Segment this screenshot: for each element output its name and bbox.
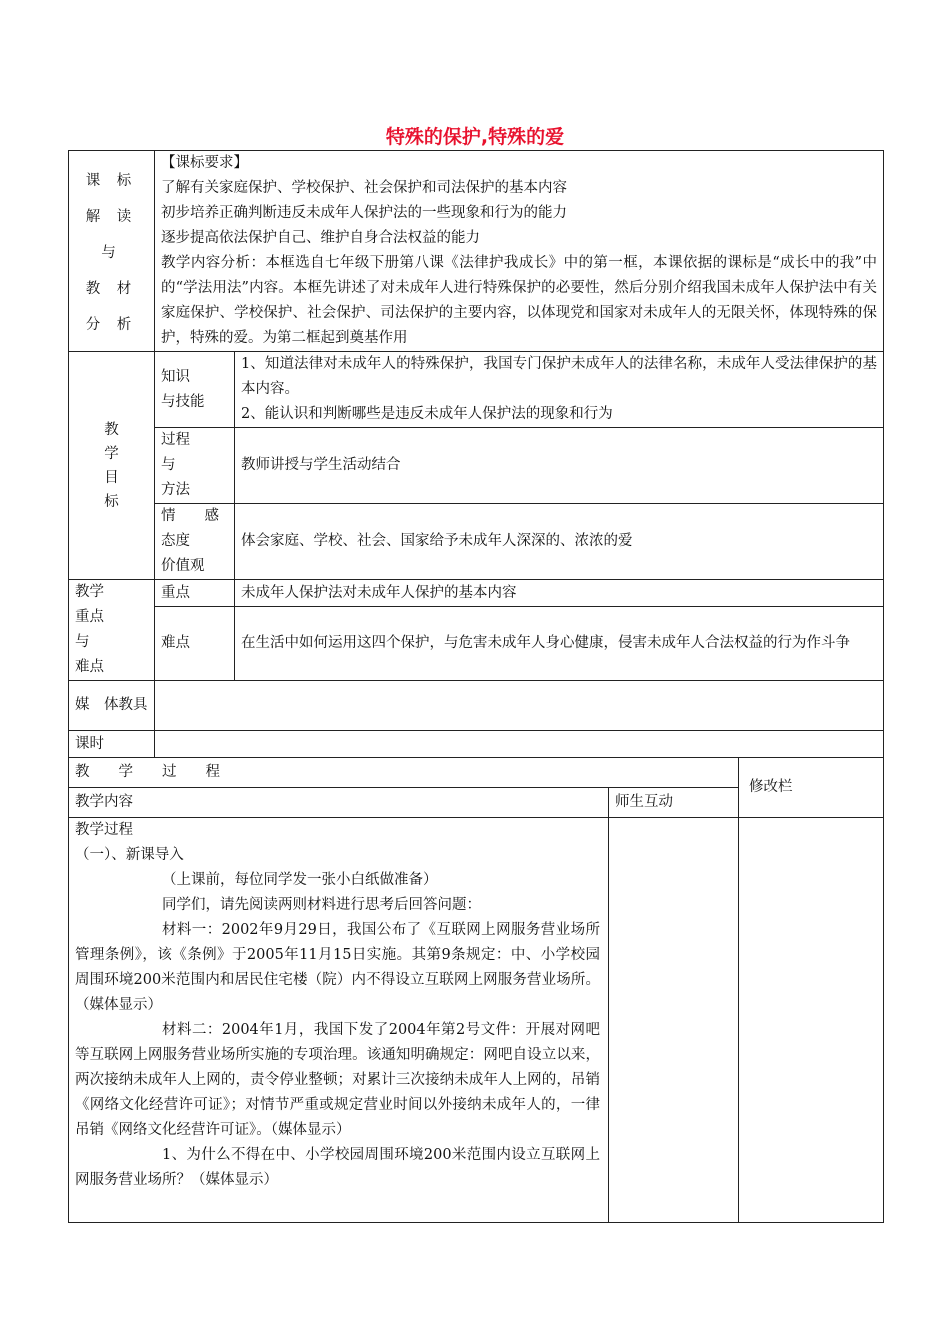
label-line: 与 (101, 245, 122, 261)
period-value (155, 731, 884, 758)
label-line: 标 (104, 493, 119, 510)
goal-content-knowledge (235, 352, 884, 428)
keypoint-row (69, 580, 884, 607)
label-line: 重点 (75, 609, 104, 625)
question-one: 1、为什么不得在中、小学校园周围环境200米范围内设立互联网上网服务营业场所？（媒体显示） (75, 1147, 600, 1188)
label-line: 课 标 (85, 173, 138, 189)
label-line: 学 (104, 445, 119, 462)
content-analysis: 教学内容分析：本框选自七年级下册第八课《法律护我成长》中的第一框，本课依据的课标是“成长中的我”中的“学法用法”内容。本框先讲述了对未成年人进行特殊保护的必要性，然后分别介绍我国未成年人保护法中有关家庭保护、学校保护、社会保护、司法保护的主要内容，以体现党和国家对未成年人的无限关怀，体现特殊的保护，特殊的爱。为第二框起到奠基作用 (161, 255, 878, 346)
curriculum-line: 初步培养正确判断违反未成年人保护法的一些现象和行为的能力 (161, 205, 567, 221)
label-line: 难点 (75, 659, 104, 675)
content-column-label: 教学内容 (69, 788, 609, 818)
goal-line: 教师讲授与学生活动结合 (241, 457, 401, 473)
difficulty-row (69, 607, 884, 681)
difficulty-label: 难点 (155, 607, 235, 681)
curriculum-content (155, 151, 884, 352)
period-label: 课时 (69, 731, 155, 758)
material-one: 材料一：2002年9月29日，我国公布了《互联网上网服务营业场所管理条例》，该《条例》于2005年11月15日实施。其第9条规定：中、小学校园周围环境200米范围内和居民住宅楼（院）内不得设立互联网上网服务营业场所。（媒体显示） (75, 922, 600, 1013)
media-label: 媒 体教具 (69, 681, 155, 731)
curriculum-label (69, 151, 155, 352)
label-line: 与 (75, 634, 90, 650)
period-row (69, 731, 884, 758)
label-line: 分 析 (85, 317, 138, 333)
keypoint-content: 未成年人保护法对未成年人保护的基本内容 (235, 580, 884, 607)
goal-content-emotion (235, 504, 884, 580)
goal-line: 1、知道法律对未成年人的特殊保护，我国专门保护未成年人的法律名称，未成年人受法律保护的基本内容。 (241, 356, 878, 397)
revise-cell (739, 818, 884, 1223)
goal-row-process (69, 428, 884, 504)
curriculum-line: 了解有关家庭保护、学校保护、社会保护和司法保护的基本内容 (161, 180, 567, 196)
label-line: 价值观 (161, 558, 205, 574)
page-title: 特殊的保护,特殊的爱 (385, 126, 565, 148)
media-value (155, 681, 884, 731)
keypoints-label (69, 580, 155, 681)
process-body-row (69, 818, 884, 1223)
label-line: 教学 (75, 584, 104, 600)
curriculum-line: 逐步提高依法保护自己、维护自身合法权益的能力 (161, 230, 480, 246)
process-heading: 教学过程 (75, 822, 133, 838)
label-line: 情 感 (161, 508, 219, 524)
interaction-column-label: 师生互动 (609, 788, 739, 818)
goal-label-knowledge (155, 352, 235, 428)
process-header-row (69, 758, 884, 788)
revise-column-label: 修改栏 (739, 758, 884, 818)
lesson-plan-table (68, 150, 884, 1223)
goal-label-process (155, 428, 235, 504)
media-row (69, 681, 884, 731)
interaction-cell (609, 818, 739, 1223)
process-content (69, 818, 609, 1223)
curriculum-heading: 【课标要求】 (161, 155, 248, 171)
keypoint-label: 重点 (155, 580, 235, 607)
curriculum-row (69, 151, 884, 352)
label-line: 态度 (161, 533, 190, 549)
label-line: 教 (104, 421, 119, 438)
label-line: 方法 (161, 482, 190, 498)
process-instruction: 同学们，请先阅读两则材料进行思考后回答问题： (162, 897, 481, 913)
label-line: 解 读 (85, 209, 138, 225)
goal-content-process (235, 428, 884, 504)
material-two: 材料二：2004年1月，我国下发了2004年第2号文件：开展对网吧等互联网上网服务营业场所实施的专项治理。该通知明确规定：网吧自设立以来，两次接纳未成年人上网的，责令停业整顿；对累计三次接纳未成年人上网的，吊销《网络文化经营许可证》；对情节严重或规定营业时间以外接纳未成年人的，一律吊销《网络文化经营许可证》。（媒体显示） (75, 1022, 600, 1138)
goals-label (69, 352, 155, 580)
label-line: 教 材 (85, 281, 138, 297)
process-step: （一）、新课导入 (75, 847, 184, 863)
label-line: 过程 (161, 432, 190, 448)
label-line: 目 (104, 469, 119, 486)
label-line: 与技能 (161, 393, 205, 410)
goal-line: 2、能认识和判断哪些是违反未成年人保护法的现象和行为 (241, 406, 613, 422)
label-line: 与 (161, 457, 176, 473)
goal-line: 体会家庭、学校、社会、国家给予未成年人深深的、浓浓的爱 (241, 533, 633, 549)
process-prep: （上课前，每位同学发一张小白纸做准备） (162, 872, 438, 888)
goal-row-knowledge (69, 352, 884, 428)
label-line: 知识 (161, 368, 190, 385)
goal-label-emotion (155, 504, 235, 580)
difficulty-content: 在生活中如何运用这四个保护，与危害未成年人身心健康，侵害未成年人合法权益的行为作斗争 (235, 607, 884, 681)
goal-row-emotion (69, 504, 884, 580)
process-header: 教 学 过 程 (69, 758, 739, 788)
